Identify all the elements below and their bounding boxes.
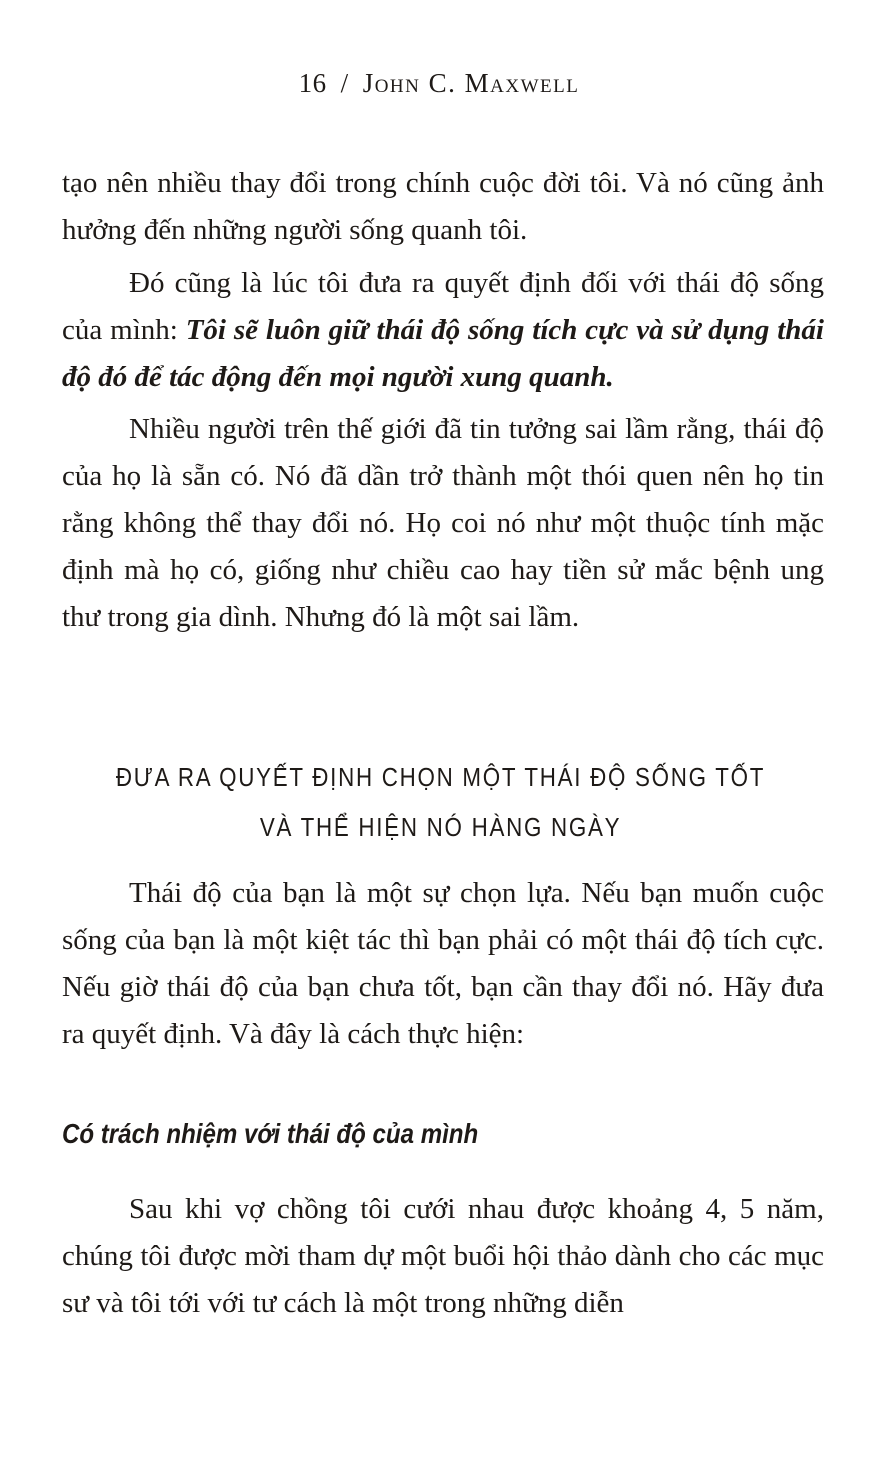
author-name: John C. Maxwell [362,68,580,98]
running-head-separator: / [340,68,349,98]
section-heading [63,752,818,852]
paragraph-5-text: Sau khi vợ chồng tôi cưới nhau được khoảng 4, 5 năm, chúng tôi được mời tham dự một buổi hội thảo dành cho các mục sư và tôi tới với tư cách là một trong những diễn [62,1193,824,1319]
paragraph-4-text: Thái độ của bạn là một sự chọn lựa. Nếu bạn muốn cuộc sống của bạn là một kiệt tác thì bạn phải có một thái độ tích cực. Nếu giờ thái độ của bạn chưa tốt, bạn cần thay đổi nó. Hãy đưa ra quyết định. Và đây là cách thực hiện: [62,877,824,1050]
paragraph-2-lead: Đó cũng là lúc tôi đưa ra quyết định đối với thái độ sống của mình: [62,267,824,346]
subheading: Có trách nhiệm với thái độ của mình [62,1118,479,1149]
section-heading-line-1: ĐƯA RA QUYẾT ĐỊNH CHỌN MỘT THÁI ĐỘ SỐNG TỐT [115,762,766,792]
paragraph-3-text: Nhiều người trên thế giới đã tin tưởng sai lầm rằng, thái độ của họ là sẵn có. Nó đã dần trở thành một thói quen nên họ tin rằng không thể thay đổi nó. Họ coi nó như một thuộc tính mặc định mà họ có, giống như chiều cao hay tiền sử mắc bệnh ung thư trong gia dình. Nhưng đó là một sai lầm. [62,413,824,633]
page-number: 16 [298,68,327,98]
paragraph-1 [62,160,824,254]
paragraph-5 [62,1186,824,1327]
paragraph-4 [62,870,824,1058]
paragraph-3 [62,406,824,641]
paragraph-1-text: tạo nên nhiều thay đổi trong chính cuộc đời tôi. Và nó cũng ảnh hưởng đến những người sống quanh tôi. [62,167,824,246]
paragraph-2-emphasis: Tôi sẽ luôn giữ thái độ sống tích cực và sử dụng thái độ đó để tác động đến mọi người xung quanh. [62,314,824,393]
paragraph-2-text [62,260,824,401]
section-heading-line-2: VÀ THỂ HIỆN NÓ HÀNG NGÀY [259,812,622,842]
paragraph-2 [62,260,824,401]
running-head [0,68,878,99]
